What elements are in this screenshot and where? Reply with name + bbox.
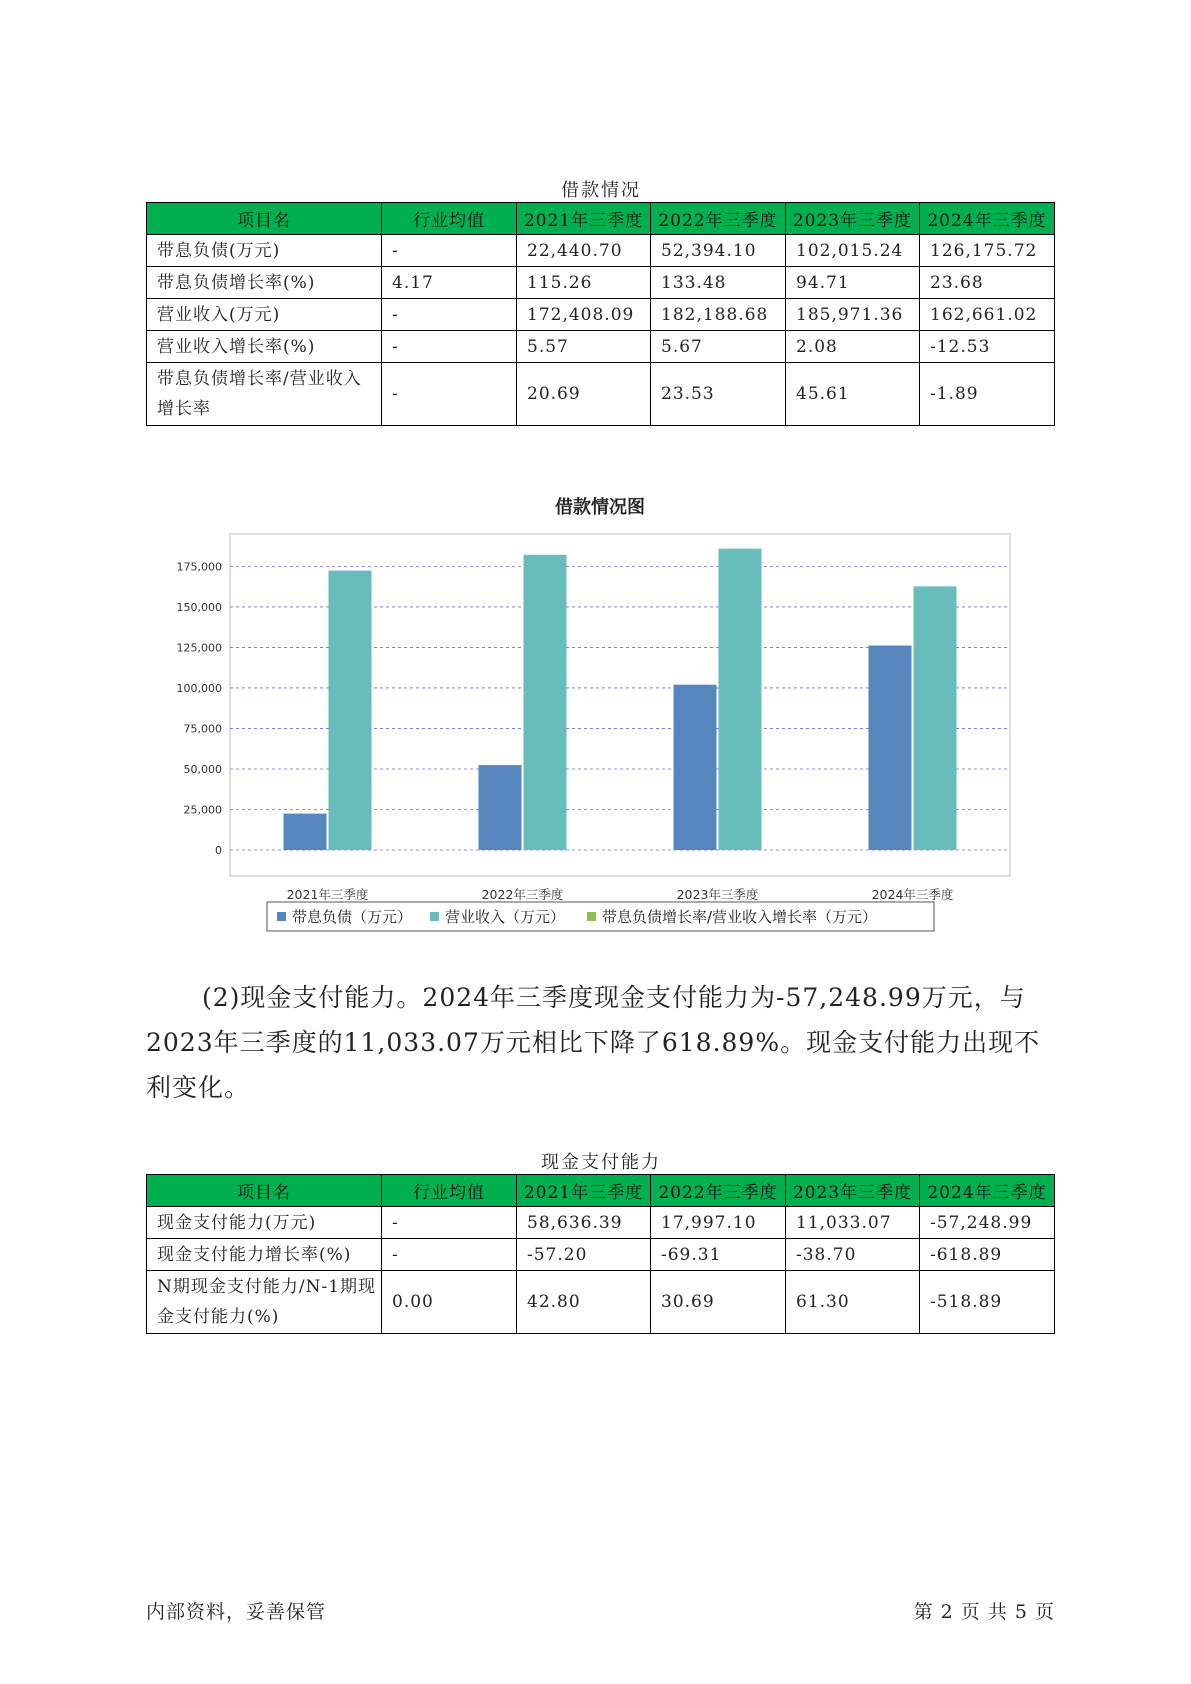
cell: -57,248.99 [920, 1207, 1055, 1239]
header-2021q3: 2021年三季度 [517, 1175, 651, 1207]
cell: - [382, 1207, 517, 1239]
header-item-name: 项目名 [147, 1175, 382, 1207]
cell: 0.00 [382, 1271, 517, 1334]
cell: - [382, 235, 517, 267]
loan-table [146, 202, 1055, 426]
row-label: 现金支付能力(万元) [147, 1207, 382, 1239]
cell: 23.53 [651, 363, 786, 426]
cell: 126,175.72 [920, 235, 1055, 267]
cell: -12.53 [920, 331, 1055, 363]
y-tick-label: 125,000 [176, 641, 222, 655]
cell: - [382, 299, 517, 331]
cell: 182,188.68 [651, 299, 786, 331]
row-label: N期现金支付能力/N-1期现金支付能力(%) [147, 1271, 382, 1334]
footer-page-number: 第 2 页 共 5 页 [913, 1601, 1055, 1623]
cell: 185,971.36 [786, 299, 920, 331]
header-industry-avg: 行业均值 [382, 1175, 517, 1207]
cell: 20.69 [517, 363, 651, 426]
table-row [147, 1207, 1055, 1239]
header-industry-avg: 行业均值 [382, 203, 517, 235]
row-label: 带息负债增长率/营业收入增长率 [147, 363, 382, 426]
x-tick-label: 2024年三季度 [871, 887, 954, 902]
legend-label: 带息负债增长率/营业收入增长率（万元） [602, 908, 878, 926]
y-tick-label: 75,000 [183, 722, 222, 736]
chart-title: 借款情况图 [555, 497, 645, 518]
cell: 102,015.24 [786, 235, 920, 267]
cell: 133.48 [651, 267, 786, 299]
header-2022q3: 2022年三季度 [651, 203, 786, 235]
legend-swatch [587, 912, 596, 921]
cell: 42.80 [517, 1271, 651, 1334]
cell: -618.89 [920, 1239, 1055, 1271]
legend-label: 带息负债（万元） [292, 908, 413, 926]
table-row [147, 267, 1055, 299]
bar-interest-bearing-debt [479, 765, 522, 850]
cell: 5.67 [651, 331, 786, 363]
row-label: 营业收入增长率(%) [147, 331, 382, 363]
table-row [147, 363, 1055, 426]
footer-confidential-note: 内部资料，妥善保管 [146, 1601, 327, 1623]
table-row [147, 1271, 1055, 1334]
y-tick-label: 50,000 [183, 762, 222, 776]
table-header-row [147, 1175, 1055, 1207]
cell: 4.17 [382, 267, 517, 299]
bar-interest-bearing-debt [284, 814, 327, 850]
legend-swatch [277, 912, 286, 921]
header-2024q3: 2024年三季度 [920, 203, 1055, 235]
legend-label: 营业收入（万元） [445, 908, 566, 926]
row-label: 带息负债(万元) [147, 235, 382, 267]
table-row [147, 235, 1055, 267]
bar-operating-revenue [719, 549, 762, 850]
cell: -57.20 [517, 1239, 651, 1271]
loan-bar-chart [146, 520, 1054, 940]
cell: 115.26 [517, 267, 651, 299]
cell: 2.08 [786, 331, 920, 363]
cell: 17,997.10 [651, 1207, 786, 1239]
table-row [147, 331, 1055, 363]
bar-operating-revenue [524, 555, 567, 850]
cell: 45.61 [786, 363, 920, 426]
cash-paragraph: (2)现金支付能力。2024年三季度现金支付能力为-57,248.99万元，与2023年三季度的11,033.07万元相比下降了618.89%。现金支付能力出现不利变化。 [146, 983, 1041, 1102]
y-tick-label: 100,000 [176, 681, 222, 695]
cell: 58,636.39 [517, 1207, 651, 1239]
bar-interest-bearing-debt [674, 685, 717, 850]
header-2024q3: 2024年三季度 [920, 1175, 1055, 1207]
cell: 52,394.10 [651, 235, 786, 267]
row-label: 带息负债增长率(%) [147, 267, 382, 299]
y-tick-label: 25,000 [183, 803, 222, 817]
cell: 11,033.07 [786, 1207, 920, 1239]
cell: 30.69 [651, 1271, 786, 1334]
cell: 172,408.09 [517, 299, 651, 331]
row-label: 现金支付能力增长率(%) [147, 1239, 382, 1271]
bar-interest-bearing-debt [869, 646, 912, 850]
cell: -1.89 [920, 363, 1055, 426]
cell: - [382, 331, 517, 363]
loan-table-caption: 借款情况 [561, 180, 641, 201]
header-2022q3: 2022年三季度 [651, 1175, 786, 1207]
header-2023q3: 2023年三季度 [786, 1175, 920, 1207]
table-row [147, 1239, 1055, 1271]
cell: -69.31 [651, 1239, 786, 1271]
x-tick-label: 2023年三季度 [676, 887, 759, 902]
cell: - [382, 1239, 517, 1271]
header-2023q3: 2023年三季度 [786, 203, 920, 235]
cash-table-caption: 现金支付能力 [541, 1152, 661, 1173]
cell: 22,440.70 [517, 235, 651, 267]
y-tick-label: 150,000 [176, 600, 222, 614]
header-2021q3: 2021年三季度 [517, 203, 651, 235]
x-tick-label: 2022年三季度 [481, 887, 564, 902]
y-tick-label: 175,000 [176, 560, 222, 574]
cell: -518.89 [920, 1271, 1055, 1334]
legend-swatch [430, 912, 439, 921]
x-tick-label: 2021年三季度 [286, 887, 369, 902]
cell: - [382, 363, 517, 426]
cell: 162,661.02 [920, 299, 1055, 331]
cell: 61.30 [786, 1271, 920, 1334]
cell: 23.68 [920, 267, 1055, 299]
cell: 5.57 [517, 331, 651, 363]
table-row [147, 299, 1055, 331]
bar-operating-revenue [914, 586, 957, 850]
row-label: 营业收入(万元) [147, 299, 382, 331]
bar-operating-revenue [329, 571, 372, 850]
header-item-name: 项目名 [147, 203, 382, 235]
y-tick-label: 0 [215, 844, 222, 857]
cash-table [146, 1174, 1055, 1334]
cell: 94.71 [786, 267, 920, 299]
cell: -38.70 [786, 1239, 920, 1271]
table-header-row [147, 203, 1055, 235]
